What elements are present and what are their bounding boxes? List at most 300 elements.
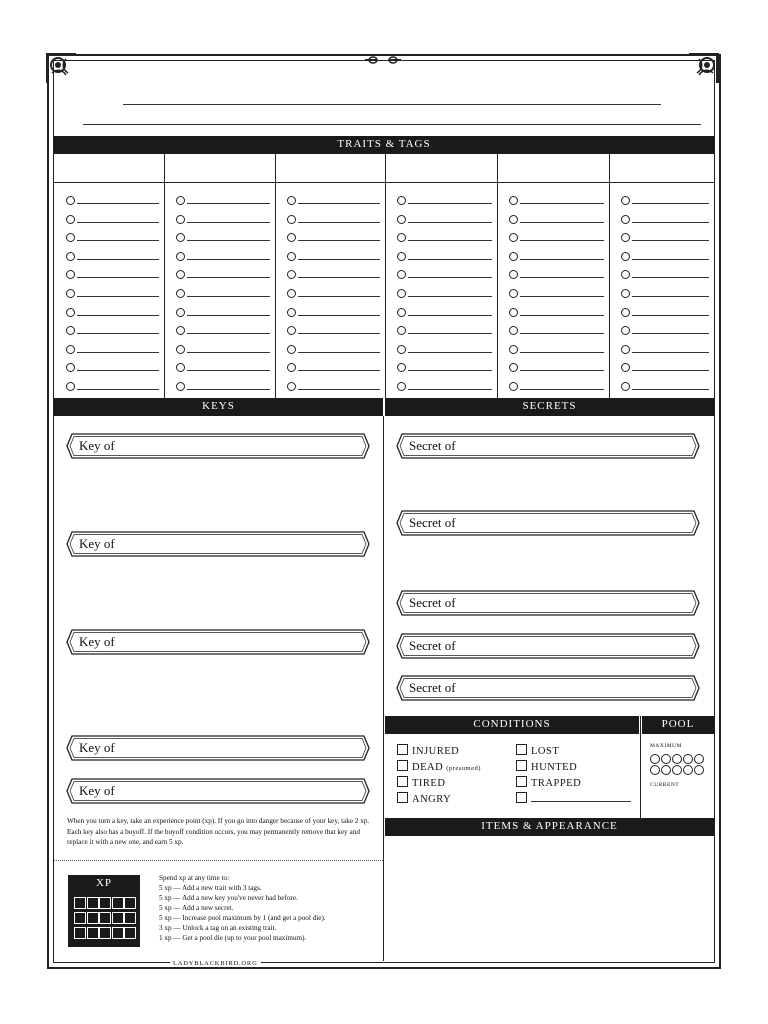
checkbox[interactable] bbox=[516, 744, 527, 755]
tag-line[interactable] bbox=[298, 370, 380, 371]
xp-divider bbox=[54, 860, 383, 861]
tag-row[interactable] bbox=[66, 361, 160, 374]
conditions-pool-divider bbox=[640, 716, 641, 818]
tag-bubble[interactable] bbox=[621, 345, 630, 354]
tag-row[interactable] bbox=[621, 380, 710, 393]
tag-line[interactable] bbox=[632, 277, 709, 278]
tag-bubble[interactable] bbox=[509, 363, 518, 372]
condition-label: INJURED bbox=[412, 746, 460, 757]
banner-label: Key of bbox=[79, 536, 115, 551]
tag-line[interactable] bbox=[298, 352, 380, 353]
trait-name-field[interactable] bbox=[58, 156, 160, 180]
banner-label: Key of bbox=[79, 783, 115, 798]
tag-row[interactable] bbox=[176, 306, 271, 319]
xp-spend-line: 5 xp — Add a new trait with 3 tags. bbox=[159, 884, 262, 892]
xp-checkbox[interactable] bbox=[112, 897, 124, 909]
name-line[interactable] bbox=[123, 104, 661, 105]
description-line[interactable] bbox=[83, 124, 701, 125]
tag-bubble[interactable] bbox=[509, 233, 518, 242]
tag-line[interactable] bbox=[520, 259, 604, 260]
tag-line[interactable] bbox=[77, 389, 159, 390]
condition-label: HUNTED bbox=[531, 762, 578, 773]
condition-lost[interactable] bbox=[516, 744, 559, 757]
tag-row[interactable] bbox=[287, 343, 381, 356]
tag-line[interactable] bbox=[298, 203, 380, 204]
tag-bubble[interactable] bbox=[621, 215, 630, 224]
secret-banner[interactable] bbox=[396, 590, 700, 616]
trait-column-divider bbox=[609, 154, 610, 398]
tag-bubble[interactable] bbox=[287, 289, 296, 298]
tag-row[interactable] bbox=[509, 231, 605, 244]
xp-spend-line: 5 xp — Add a new secret. bbox=[159, 904, 234, 912]
tag-row[interactable] bbox=[66, 324, 160, 337]
tag-bubble[interactable] bbox=[176, 289, 185, 298]
tag-line[interactable] bbox=[77, 203, 159, 204]
tag-line[interactable] bbox=[408, 277, 492, 278]
tag-bubble[interactable] bbox=[621, 270, 630, 279]
pool-current-label: CURRENT bbox=[650, 782, 680, 788]
tag-row[interactable] bbox=[621, 194, 710, 207]
tag-bubble[interactable] bbox=[287, 215, 296, 224]
condition-dead[interactable] bbox=[397, 760, 481, 773]
tag-row[interactable] bbox=[509, 250, 605, 263]
tag-bubble[interactable] bbox=[509, 382, 518, 391]
tag-bubble[interactable] bbox=[509, 308, 518, 317]
tag-row[interactable] bbox=[621, 343, 710, 356]
pool-die-bubble[interactable] bbox=[661, 765, 671, 775]
tag-row[interactable] bbox=[509, 361, 605, 374]
tag-bubble[interactable] bbox=[66, 363, 75, 372]
pool-die-bubble[interactable] bbox=[661, 754, 671, 764]
keys-secrets-divider bbox=[383, 416, 384, 961]
tag-bubble[interactable] bbox=[287, 270, 296, 279]
tag-line[interactable] bbox=[298, 296, 380, 297]
tag-line[interactable] bbox=[187, 203, 270, 204]
key-banner[interactable] bbox=[66, 778, 370, 804]
tag-row[interactable] bbox=[176, 380, 271, 393]
tag-row[interactable] bbox=[509, 287, 605, 300]
tag-line[interactable] bbox=[77, 240, 159, 241]
pool-die-bubble[interactable] bbox=[694, 754, 704, 764]
tag-row[interactable] bbox=[66, 343, 160, 356]
tag-row[interactable] bbox=[397, 380, 493, 393]
xp-checkbox[interactable] bbox=[124, 897, 136, 909]
banner-label: Secret of bbox=[409, 595, 456, 610]
tag-line[interactable] bbox=[408, 389, 492, 390]
tag-bubble[interactable] bbox=[397, 196, 406, 205]
pool-die-bubble[interactable] bbox=[672, 754, 682, 764]
tag-row[interactable] bbox=[66, 194, 160, 207]
tag-row[interactable] bbox=[287, 380, 381, 393]
tag-bubble[interactable] bbox=[621, 233, 630, 242]
key-banner[interactable] bbox=[66, 531, 370, 557]
tag-row[interactable] bbox=[621, 306, 710, 319]
tag-row[interactable] bbox=[66, 213, 160, 226]
tag-row[interactable] bbox=[621, 231, 710, 244]
tag-bubble[interactable] bbox=[397, 363, 406, 372]
secret-banner[interactable] bbox=[396, 675, 700, 701]
tag-row[interactable] bbox=[621, 250, 710, 263]
tag-row[interactable] bbox=[621, 268, 710, 281]
tag-row[interactable] bbox=[66, 380, 160, 393]
banner-label: Key of bbox=[79, 438, 115, 453]
tag-bubble[interactable] bbox=[176, 345, 185, 354]
banner-label: Secret of bbox=[409, 680, 456, 695]
tag-row[interactable] bbox=[176, 324, 271, 337]
condition-tired[interactable] bbox=[397, 776, 445, 789]
checkbox[interactable] bbox=[516, 776, 527, 787]
secret-banner[interactable] bbox=[396, 633, 700, 659]
trait-name-field[interactable] bbox=[389, 156, 493, 180]
tag-bubble[interactable] bbox=[509, 270, 518, 279]
tag-bubble[interactable] bbox=[176, 326, 185, 335]
xp-spend-line: 5 xp — Add a new key you've never had before. bbox=[159, 894, 298, 902]
tag-line[interactable] bbox=[187, 370, 270, 371]
tag-line[interactable] bbox=[187, 259, 270, 260]
tag-bubble[interactable] bbox=[66, 345, 75, 354]
tag-bubble[interactable] bbox=[176, 215, 185, 224]
tag-bubble[interactable] bbox=[621, 308, 630, 317]
condition-trapped[interactable] bbox=[516, 776, 581, 789]
tag-line[interactable] bbox=[77, 277, 159, 278]
tag-row[interactable] bbox=[397, 287, 493, 300]
tag-bubble[interactable] bbox=[176, 252, 185, 261]
tag-row[interactable] bbox=[287, 231, 381, 244]
tag-bubble[interactable] bbox=[509, 289, 518, 298]
tag-row[interactable] bbox=[397, 324, 493, 337]
condition-angry[interactable] bbox=[397, 792, 451, 805]
condition-custom[interactable] bbox=[516, 792, 631, 805]
tag-line[interactable] bbox=[77, 315, 159, 316]
tag-line[interactable] bbox=[298, 222, 380, 223]
tag-row[interactable] bbox=[287, 268, 381, 281]
xp-checkbox[interactable] bbox=[87, 897, 99, 909]
trait-name-field[interactable] bbox=[279, 156, 381, 180]
tag-bubble[interactable] bbox=[176, 270, 185, 279]
tag-line[interactable] bbox=[408, 315, 492, 316]
checkbox[interactable] bbox=[397, 792, 408, 803]
tag-line[interactable] bbox=[520, 240, 604, 241]
banner-label: Key of bbox=[79, 634, 115, 649]
xp-checkbox[interactable] bbox=[112, 927, 124, 939]
tag-row[interactable] bbox=[287, 287, 381, 300]
xp-checkbox[interactable] bbox=[74, 927, 86, 939]
tag-line[interactable] bbox=[187, 240, 270, 241]
tag-line[interactable] bbox=[408, 333, 492, 334]
tag-bubble[interactable] bbox=[287, 308, 296, 317]
key-rules-text: When you turn a key, take an experience point (xp). If you go into danger because of your key, take 2 xp. Each key also has a buyoff. If the buyoff condition occurs, you may permanently remove that key and replace it with a new one, and earn 5 xp. bbox=[67, 817, 370, 846]
tag-bubble[interactable] bbox=[621, 326, 630, 335]
ornament-top-center-icon bbox=[365, 52, 401, 62]
checkbox[interactable] bbox=[397, 776, 408, 787]
tag-row[interactable] bbox=[509, 343, 605, 356]
condition-label: TRAPPED bbox=[531, 778, 582, 789]
tag-line[interactable] bbox=[77, 296, 159, 297]
tag-row[interactable] bbox=[176, 268, 271, 281]
tag-bubble[interactable] bbox=[287, 382, 296, 391]
tag-bubble[interactable] bbox=[509, 252, 518, 261]
tag-line[interactable] bbox=[520, 203, 604, 204]
pool-header: POOL bbox=[642, 716, 714, 734]
tag-line[interactable] bbox=[632, 222, 709, 223]
tag-line[interactable] bbox=[408, 370, 492, 371]
tag-line[interactable] bbox=[408, 352, 492, 353]
tag-row[interactable] bbox=[621, 361, 710, 374]
trait-column-divider bbox=[385, 154, 386, 398]
banner-label: Secret of bbox=[409, 638, 456, 653]
tag-row[interactable] bbox=[287, 361, 381, 374]
condition-label: ANGRY bbox=[412, 794, 452, 805]
tag-line[interactable] bbox=[187, 333, 270, 334]
tag-line[interactable] bbox=[77, 259, 159, 260]
tag-bubble[interactable] bbox=[509, 345, 518, 354]
tag-bubble[interactable] bbox=[509, 196, 518, 205]
xp-label: XP bbox=[95, 877, 113, 889]
xp-checkbox[interactable] bbox=[87, 912, 99, 924]
tag-line[interactable] bbox=[187, 296, 270, 297]
tag-line[interactable] bbox=[77, 370, 159, 371]
tag-line[interactable] bbox=[408, 296, 492, 297]
xp-spend-line: 1 xp — Get a pool die (up to your pool maximum). bbox=[159, 934, 307, 942]
tag-line[interactable] bbox=[298, 389, 380, 390]
xp-checkbox[interactable] bbox=[124, 912, 136, 924]
banner-label: Key of bbox=[79, 740, 115, 755]
tag-bubble[interactable] bbox=[397, 308, 406, 317]
key-banner[interactable] bbox=[66, 735, 370, 761]
tag-row[interactable] bbox=[176, 231, 271, 244]
xp-checkbox[interactable] bbox=[74, 912, 86, 924]
tag-bubble[interactable] bbox=[621, 382, 630, 391]
tag-row[interactable] bbox=[397, 306, 493, 319]
tag-bubble[interactable] bbox=[66, 252, 75, 261]
checkbox[interactable] bbox=[516, 760, 527, 771]
checkbox[interactable] bbox=[397, 760, 408, 771]
tag-row[interactable] bbox=[509, 194, 605, 207]
tag-line[interactable] bbox=[187, 222, 270, 223]
tag-row[interactable] bbox=[287, 213, 381, 226]
tag-row[interactable] bbox=[397, 361, 493, 374]
tag-bubble[interactable] bbox=[621, 363, 630, 372]
key-banner[interactable] bbox=[66, 433, 370, 459]
tag-line[interactable] bbox=[520, 222, 604, 223]
ornament-top-left-icon bbox=[44, 51, 78, 85]
tag-bubble[interactable] bbox=[176, 196, 185, 205]
pool-die-bubble[interactable] bbox=[683, 754, 693, 764]
tag-bubble[interactable] bbox=[176, 233, 185, 242]
tag-line[interactable] bbox=[298, 259, 380, 260]
secret-banner[interactable] bbox=[396, 510, 700, 536]
tag-row[interactable] bbox=[176, 213, 271, 226]
tag-row[interactable] bbox=[66, 250, 160, 263]
tag-bubble[interactable] bbox=[397, 215, 406, 224]
tag-line[interactable] bbox=[632, 240, 709, 241]
condition-injured[interactable] bbox=[397, 744, 459, 757]
checkbox[interactable] bbox=[516, 792, 527, 803]
tag-row[interactable] bbox=[66, 306, 160, 319]
tag-bubble[interactable] bbox=[621, 252, 630, 261]
tag-row[interactable] bbox=[509, 324, 605, 337]
pool-die-bubble[interactable] bbox=[650, 754, 660, 764]
tag-row[interactable] bbox=[621, 213, 710, 226]
tag-row[interactable] bbox=[287, 194, 381, 207]
xp-spend-intro: Spend xp at any time to: bbox=[159, 874, 230, 882]
tag-line[interactable] bbox=[77, 352, 159, 353]
tag-row[interactable] bbox=[287, 324, 381, 337]
tag-bubble[interactable] bbox=[66, 270, 75, 279]
pool-die-bubble[interactable] bbox=[694, 765, 704, 775]
condition-note: (presumed) bbox=[446, 765, 481, 772]
tag-bubble[interactable] bbox=[397, 289, 406, 298]
condition-label: DEAD bbox=[412, 762, 444, 773]
tag-bubble[interactable] bbox=[176, 308, 185, 317]
trait-name-field[interactable] bbox=[613, 156, 710, 180]
xp-checkbox[interactable] bbox=[74, 897, 86, 909]
condition-label: TIRED bbox=[412, 778, 446, 789]
trait-column-divider bbox=[497, 154, 498, 398]
secrets-header: SECRETS bbox=[385, 398, 714, 416]
tag-row[interactable] bbox=[176, 343, 271, 356]
tag-row[interactable] bbox=[397, 250, 493, 263]
traits-tags-header: TRAITS & TAGS bbox=[54, 136, 714, 154]
items-appearance-header: ITEMS & APPEARANCE bbox=[385, 818, 714, 836]
tag-bubble[interactable] bbox=[287, 363, 296, 372]
tag-line[interactable] bbox=[632, 203, 709, 204]
tag-line[interactable] bbox=[77, 222, 159, 223]
tag-row[interactable] bbox=[176, 194, 271, 207]
tag-line[interactable] bbox=[632, 389, 709, 390]
custom-condition-line[interactable] bbox=[531, 792, 631, 802]
condition-label: LOST bbox=[531, 746, 560, 757]
tag-line[interactable] bbox=[408, 259, 492, 260]
tag-row[interactable] bbox=[509, 268, 605, 281]
tag-line[interactable] bbox=[298, 315, 380, 316]
tag-line[interactable] bbox=[520, 296, 604, 297]
xp-checkbox[interactable] bbox=[99, 927, 111, 939]
tag-row[interactable] bbox=[66, 268, 160, 281]
tag-row[interactable] bbox=[397, 268, 493, 281]
tag-bubble[interactable] bbox=[66, 326, 75, 335]
tag-row[interactable] bbox=[287, 306, 381, 319]
tag-bubble[interactable] bbox=[66, 308, 75, 317]
xp-checkbox[interactable] bbox=[87, 927, 99, 939]
tag-bubble[interactable] bbox=[66, 233, 75, 242]
banner-label: Secret of bbox=[409, 438, 456, 453]
tag-line[interactable] bbox=[298, 277, 380, 278]
tag-bubble[interactable] bbox=[287, 252, 296, 261]
tag-line[interactable] bbox=[632, 352, 709, 353]
tag-row[interactable] bbox=[509, 380, 605, 393]
keys-header: KEYS bbox=[54, 398, 383, 416]
tag-row[interactable] bbox=[397, 194, 493, 207]
tag-row[interactable] bbox=[621, 324, 710, 337]
tag-line[interactable] bbox=[520, 370, 604, 371]
tag-line[interactable] bbox=[520, 389, 604, 390]
tag-line[interactable] bbox=[520, 277, 604, 278]
tag-bubble[interactable] bbox=[397, 345, 406, 354]
tag-bubble[interactable] bbox=[66, 196, 75, 205]
tag-bubble[interactable] bbox=[509, 215, 518, 224]
tag-bubble[interactable] bbox=[621, 196, 630, 205]
tag-row[interactable] bbox=[509, 306, 605, 319]
tag-line[interactable] bbox=[187, 352, 270, 353]
condition-hunted[interactable] bbox=[516, 760, 577, 773]
tag-bubble[interactable] bbox=[287, 196, 296, 205]
tag-bubble[interactable] bbox=[397, 233, 406, 242]
xp-box bbox=[68, 875, 140, 947]
tag-bubble[interactable] bbox=[509, 326, 518, 335]
tag-line[interactable] bbox=[187, 277, 270, 278]
key-banner[interactable] bbox=[66, 629, 370, 655]
trait-column-divider bbox=[275, 154, 276, 398]
tag-line[interactable] bbox=[408, 203, 492, 204]
tag-row[interactable] bbox=[397, 213, 493, 226]
tag-line[interactable] bbox=[298, 240, 380, 241]
xp-spend-line: 5 xp — Increase pool maximum by 1 (and get a pool die). bbox=[159, 914, 326, 922]
xp-checkbox[interactable] bbox=[99, 897, 111, 909]
xp-checkbox[interactable] bbox=[124, 927, 136, 939]
tag-bubble[interactable] bbox=[287, 326, 296, 335]
tag-bubble[interactable] bbox=[397, 326, 406, 335]
pool-die-bubble[interactable] bbox=[650, 765, 660, 775]
pool-die-bubble[interactable] bbox=[672, 765, 682, 775]
tag-bubble[interactable] bbox=[66, 382, 75, 391]
tag-bubble[interactable] bbox=[397, 382, 406, 391]
tag-line[interactable] bbox=[632, 296, 709, 297]
tag-row[interactable] bbox=[176, 250, 271, 263]
tag-bubble[interactable] bbox=[287, 345, 296, 354]
tag-bubble[interactable] bbox=[176, 382, 185, 391]
secret-banner[interactable] bbox=[396, 433, 700, 459]
tag-row[interactable] bbox=[509, 213, 605, 226]
tag-row[interactable] bbox=[66, 231, 160, 244]
tag-line[interactable] bbox=[520, 333, 604, 334]
tag-line[interactable] bbox=[187, 389, 270, 390]
tag-bubble[interactable] bbox=[287, 233, 296, 242]
tag-row[interactable] bbox=[397, 231, 493, 244]
tag-bubble[interactable] bbox=[176, 363, 185, 372]
tag-line[interactable] bbox=[408, 222, 492, 223]
xp-checkbox[interactable] bbox=[112, 912, 124, 924]
tag-line[interactable] bbox=[77, 333, 159, 334]
checkbox[interactable] bbox=[397, 744, 408, 755]
tag-bubble[interactable] bbox=[66, 215, 75, 224]
tag-row[interactable] bbox=[66, 287, 160, 300]
trait-name-divider bbox=[54, 182, 714, 183]
tag-row[interactable] bbox=[621, 287, 710, 300]
tag-line[interactable] bbox=[632, 370, 709, 371]
tag-line[interactable] bbox=[520, 315, 604, 316]
xp-checkbox[interactable] bbox=[99, 912, 111, 924]
tag-bubble[interactable] bbox=[621, 289, 630, 298]
tag-bubble[interactable] bbox=[66, 289, 75, 298]
tag-line[interactable] bbox=[298, 333, 380, 334]
tag-bubble[interactable] bbox=[397, 270, 406, 279]
tag-line[interactable] bbox=[520, 352, 604, 353]
tag-line[interactable] bbox=[632, 259, 709, 260]
tag-row[interactable] bbox=[287, 250, 381, 263]
tag-bubble[interactable] bbox=[397, 252, 406, 261]
tag-row[interactable] bbox=[176, 287, 271, 300]
pool-die-bubble[interactable] bbox=[683, 765, 693, 775]
tag-line[interactable] bbox=[187, 315, 270, 316]
tag-line[interactable] bbox=[632, 315, 709, 316]
tag-line[interactable] bbox=[408, 240, 492, 241]
tag-row[interactable] bbox=[397, 343, 493, 356]
tag-line[interactable] bbox=[632, 333, 709, 334]
tag-row[interactable] bbox=[176, 361, 271, 374]
trait-name-field[interactable] bbox=[168, 156, 271, 180]
trait-name-field[interactable] bbox=[501, 156, 605, 180]
